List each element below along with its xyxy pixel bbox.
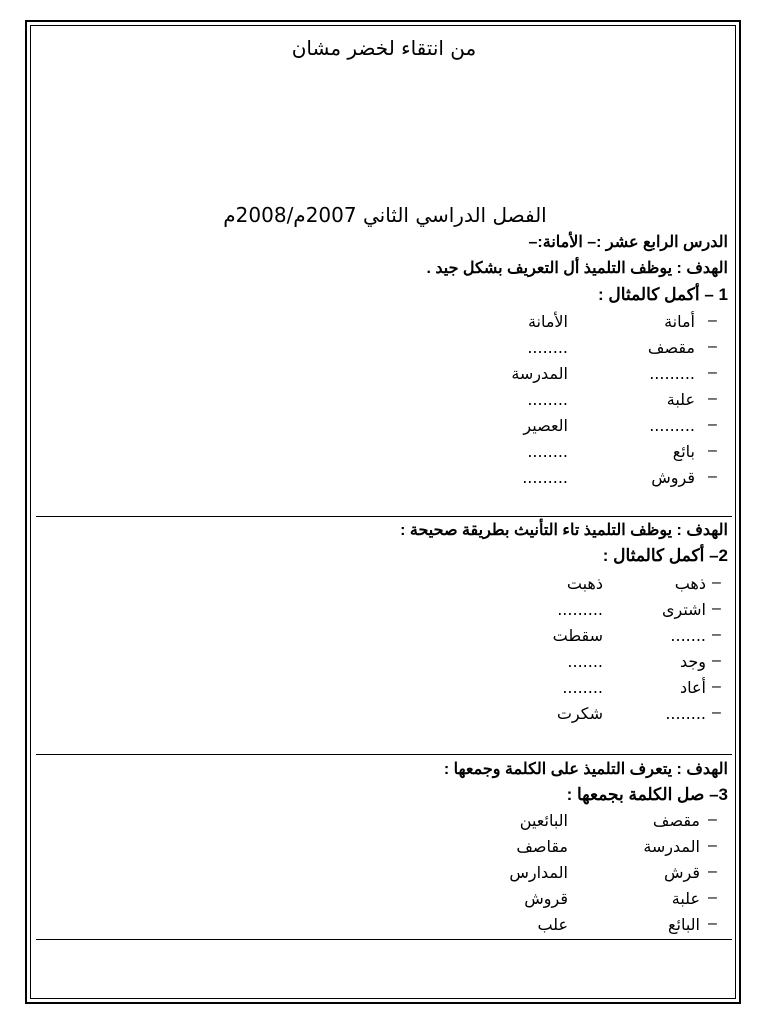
row-word: أمانة xyxy=(664,312,695,331)
row-dash: – xyxy=(708,416,717,433)
row-answer: ........ xyxy=(527,338,568,357)
row-dash: – xyxy=(708,468,717,485)
semester-title: الفصل الدراسي الثاني 2007م/2008م xyxy=(223,203,547,227)
row-answer: علب xyxy=(537,915,568,934)
row-dash: – xyxy=(708,312,717,329)
row-word: مقصف xyxy=(647,338,695,357)
row-word: مقصف xyxy=(652,811,700,830)
row-word: البائع xyxy=(668,915,700,934)
row-dash: – xyxy=(708,390,717,407)
row-word: ........ xyxy=(665,704,706,723)
row-dash: – xyxy=(708,811,717,828)
section3-goal: الهدف : يتعرف التلميذ على الكلمة وجمعها : xyxy=(443,761,728,778)
row-answer: المدرسة xyxy=(511,364,568,383)
row-word: قروش xyxy=(651,468,695,487)
row-word: علبة xyxy=(671,889,700,908)
row-answer: المدارس xyxy=(509,863,568,882)
row-word: علبة xyxy=(666,390,695,409)
row-dash: – xyxy=(712,678,721,695)
row-word: اشترى xyxy=(661,600,706,619)
row-answer: الأمانة xyxy=(527,312,568,331)
section1-instruction: 1 – أكمل كالمثال : xyxy=(598,285,728,304)
row-answer: ......... xyxy=(522,468,568,487)
row-answer: قروش xyxy=(524,889,568,908)
row-dash: – xyxy=(708,915,717,932)
page-border-inner xyxy=(30,25,736,999)
row-word: ذهب xyxy=(674,574,706,593)
row-dash: – xyxy=(708,837,717,854)
row-dash: – xyxy=(708,889,717,906)
divider-1 xyxy=(36,516,732,517)
row-dash: – xyxy=(708,863,717,880)
row-dash: – xyxy=(712,600,721,617)
row-answer: شكرت xyxy=(556,704,603,723)
row-answer: ........ xyxy=(527,390,568,409)
row-word: قرش xyxy=(663,863,700,882)
divider-3 xyxy=(36,939,732,940)
divider-2 xyxy=(36,754,732,755)
row-answer: ....... xyxy=(567,652,603,671)
row-dash: – xyxy=(712,652,721,669)
section1-goal: الهدف : يوظف التلميذ أل التعريف بشكل جيد . xyxy=(426,260,728,277)
row-dash: – xyxy=(712,626,721,643)
row-answer: مقاصف xyxy=(516,837,568,856)
row-answer: ........ xyxy=(562,678,603,697)
row-answer: البائعين xyxy=(519,811,568,830)
row-word: أعاد xyxy=(680,678,706,697)
row-word: ....... xyxy=(670,626,706,645)
row-answer: ........ xyxy=(527,442,568,461)
row-dash: – xyxy=(712,704,721,721)
row-word: وجد xyxy=(679,652,706,671)
section2-instruction: 2– أكمل كالمثال : xyxy=(602,546,728,565)
section3-instruction: 3– صل الكلمة بجمعها : xyxy=(566,785,728,804)
author-line: من انتقاء لخضر مشان xyxy=(291,36,477,60)
row-word: ......... xyxy=(649,416,695,435)
row-answer: سقطت xyxy=(552,626,603,645)
row-word: بائع xyxy=(672,442,695,461)
row-dash: – xyxy=(712,574,721,591)
row-dash: – xyxy=(708,364,717,381)
row-answer: العصير xyxy=(523,416,568,435)
row-dash: – xyxy=(708,442,717,459)
row-word: ......... xyxy=(649,364,695,383)
row-dash: – xyxy=(708,338,717,355)
section2-goal: الهدف : يوظف التلميذ تاء التأنيث بطريقة صحيحة : xyxy=(400,522,728,539)
row-answer: ......... xyxy=(557,600,603,619)
row-word: المدرسة xyxy=(643,837,700,856)
lesson-title: الدرس الرابع عشر :– الأمانة:– xyxy=(528,234,728,251)
row-answer: ذهبت xyxy=(566,574,603,593)
